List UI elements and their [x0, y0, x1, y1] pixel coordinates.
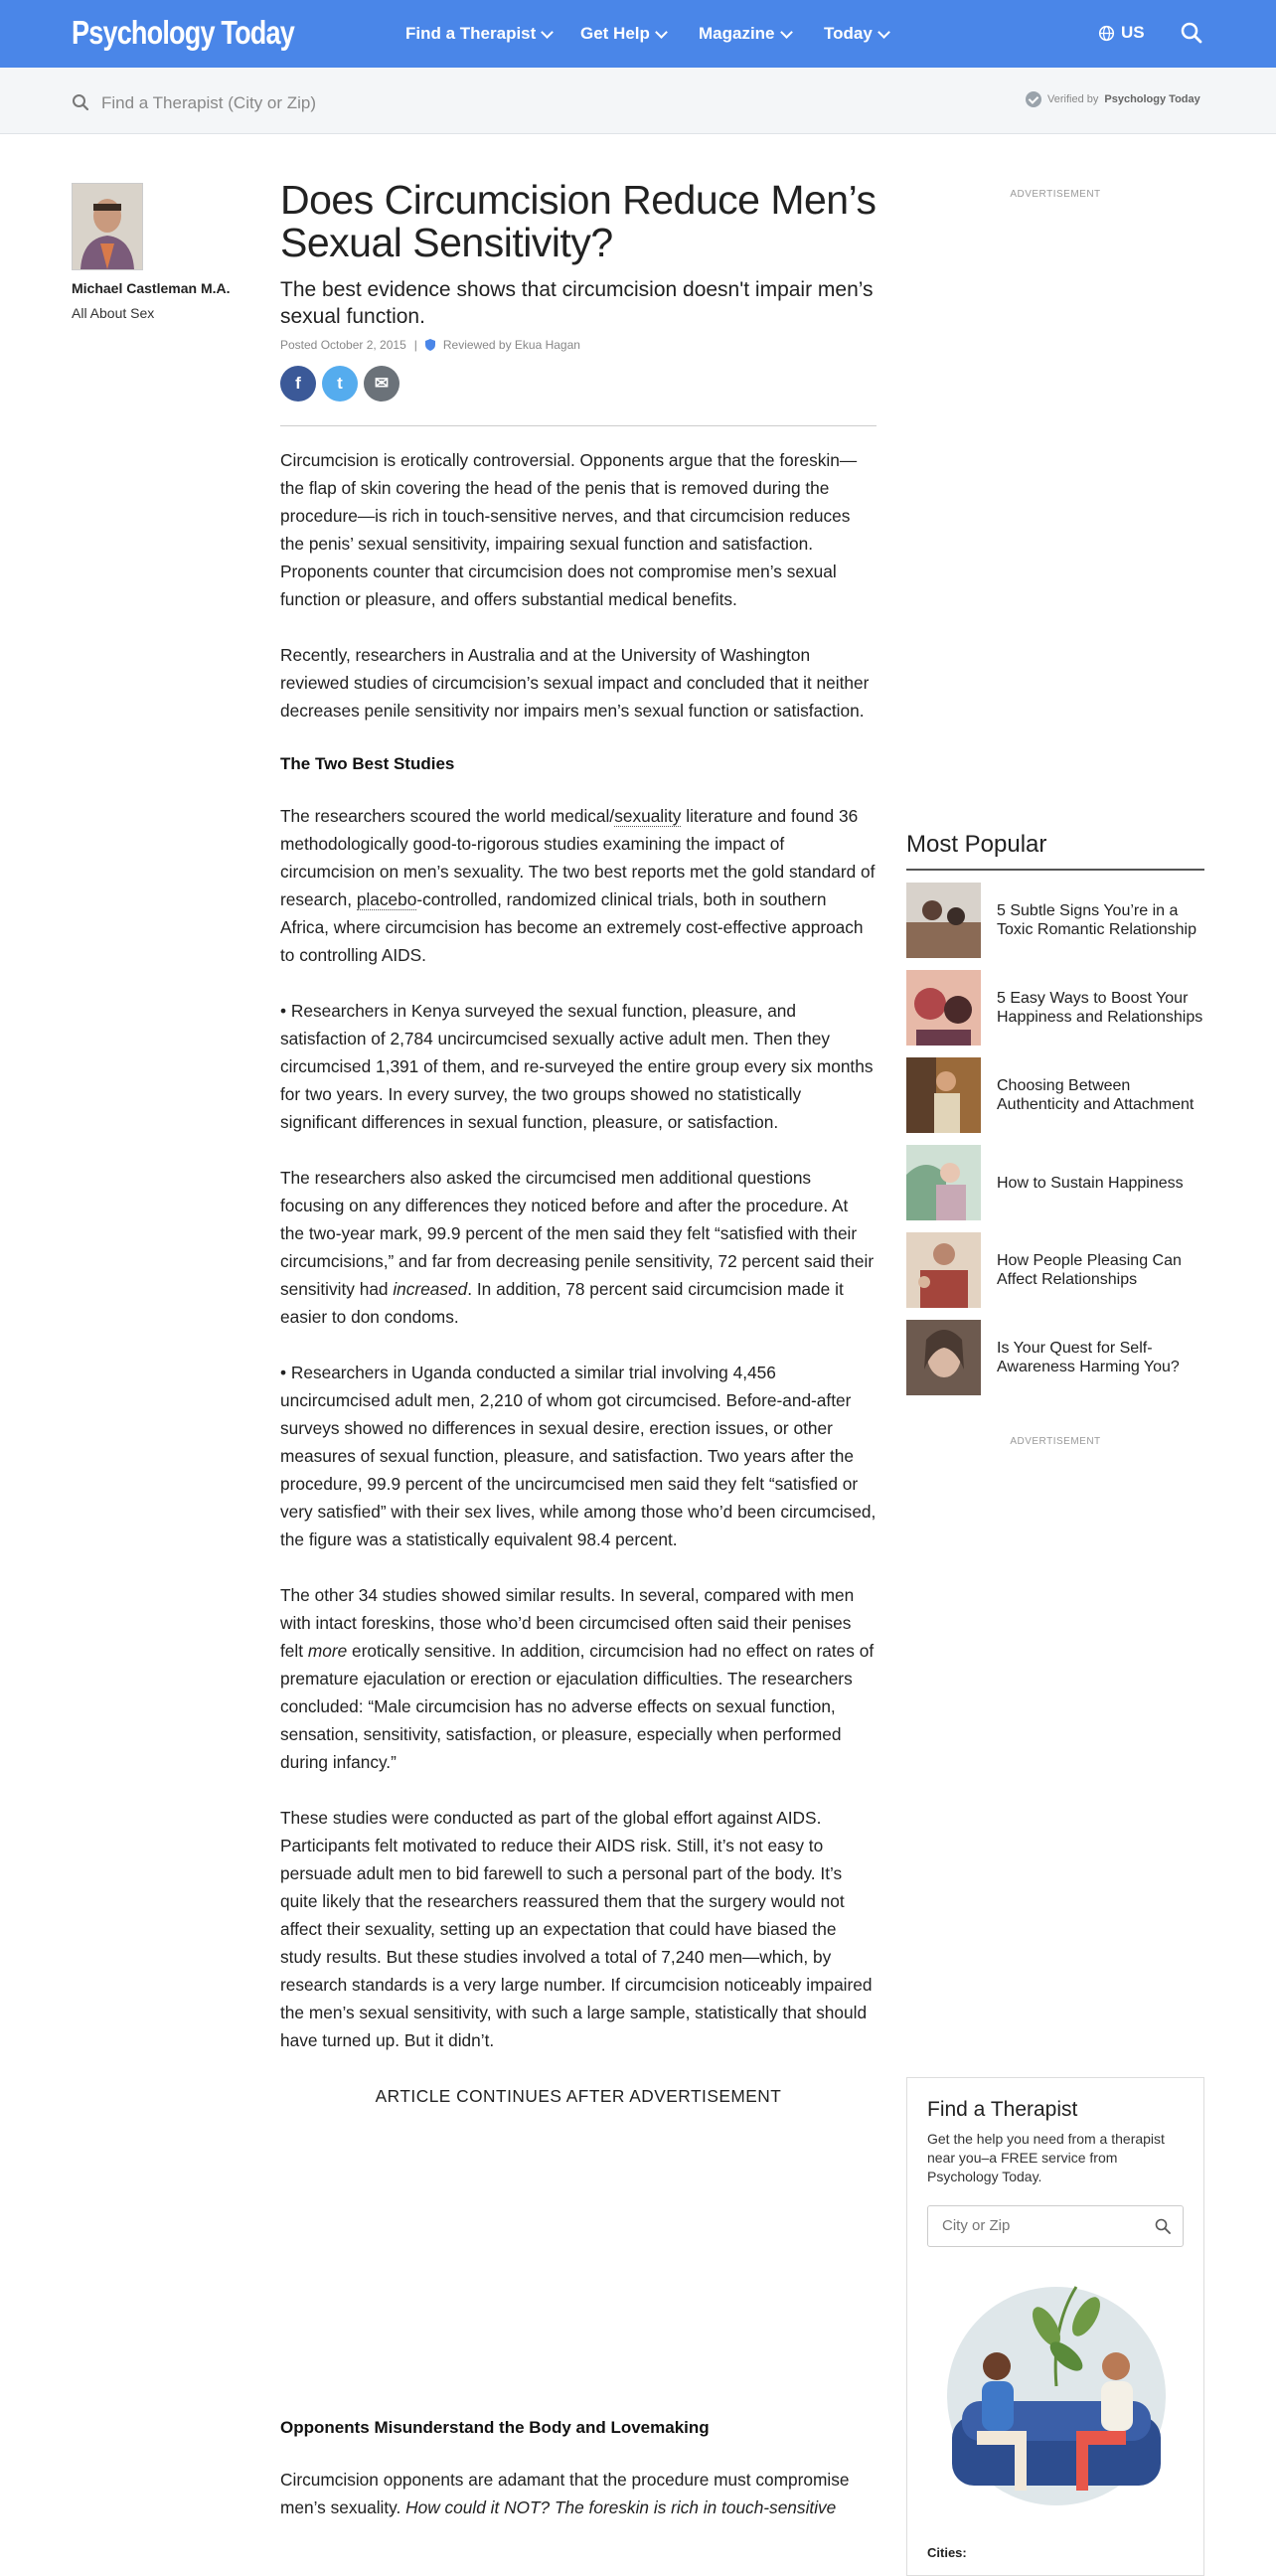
find-therapist-description: Get the help you need from a therapist near you–a FREE service from Psychology Today. — [927, 2131, 1165, 2184]
check-icon — [1026, 91, 1041, 107]
section-heading: Opponents Misunderstand the Body and Lovemaking — [280, 2418, 710, 2437]
chevron-down-icon — [877, 26, 890, 39]
paragraph — [280, 1581, 877, 1776]
most-popular-item[interactable] — [906, 1232, 1204, 1308]
article-thumbnail — [906, 1232, 981, 1308]
most-popular — [906, 831, 1204, 1395]
ad-label: ADVERTISEMENT — [1010, 189, 1101, 200]
author-name[interactable]: Michael Castleman M.A. — [72, 280, 231, 296]
section-heading: The Two Best Studies — [280, 754, 455, 773]
emphasis: more — [307, 1641, 348, 1661]
globe-icon — [1098, 25, 1115, 42]
top-nav-bar — [0, 0, 1276, 68]
search-icon — [72, 93, 89, 111]
paragraph — [280, 802, 877, 969]
chevron-down-icon — [541, 26, 554, 39]
placebo-link[interactable]: placebo — [356, 889, 417, 909]
region-selector[interactable] — [1098, 23, 1145, 43]
paragraph: Recently, researchers in Australia and at the University of Washington reviewed studies of circumcision’s sexual impact and concluded that it neither decreases penile sensitivity nor impairs men’s sexual function or satisfaction. — [280, 645, 870, 721]
author-blog-name[interactable]: All About Sex — [72, 305, 155, 321]
city-zip-input[interactable] — [940, 2216, 1143, 2235]
meta-separator: | — [413, 338, 417, 352]
most-popular-title-link[interactable]: Is Your Quest for Self-Awareness Harming You? — [997, 1340, 1180, 1375]
text: -controlled, randomized clinical trials, both in southern Africa, where circumcision has become an extremely cost-effective approach to controlling AIDS. — [280, 889, 864, 965]
ad-label: ADVERTISEMENT — [1010, 1436, 1101, 1447]
most-popular-title-link[interactable]: Choosing Between Authenticity and Attachment — [997, 1077, 1195, 1113]
article-meta — [280, 338, 877, 352]
reviewed-by[interactable]: Reviewed by Ekua Hagan — [442, 338, 580, 352]
text: literature and found 36 methodologically good-to-rigorous studies examining the impact of circumcision on men’s sexuality. The two best reports met the gold standard of research, — [280, 806, 876, 909]
most-popular-item[interactable] — [906, 1145, 1204, 1220]
twitter-share-button[interactable]: t — [322, 366, 358, 402]
share-buttons — [280, 366, 877, 402]
paragraph — [280, 2466, 877, 2521]
verified-prefix: Verified by — [1047, 93, 1099, 105]
most-popular-title: Most Popular — [906, 831, 1204, 871]
emphasis: How could it NOT? The foreskin is rich in touch-sensitive — [405, 2497, 837, 2517]
text: The other 34 studies showed similar results. In several, compared with men with intact foreskins, those who’d been circumcised often said their penises felt — [280, 1585, 855, 1661]
article-thumbnail — [906, 1057, 981, 1133]
divider — [280, 425, 877, 426]
city-zip-field[interactable] — [927, 2205, 1184, 2247]
article-thumbnail — [906, 1145, 981, 1220]
email-share-button[interactable]: ✉ — [364, 366, 399, 402]
paragraph: These studies were conducted as part of the global effort against AIDS. Participants felt motivated to reduce their AIDS risk. Still, it’s not easy to persuade adult men to bid farewell to such a personal part of the body. It’s quite likely that the researchers reassured them that the surgery would not affect their sexuality, setting up an expectation that could have biased the study results. But these studies involved a total of 7,240 men—which, by research standards is a very large number. If circumcision noticeably impaired the men’s sexual sensitivity, with such a large sample, statistically that should have turned up. But it didn’t. — [280, 1808, 873, 2050]
verified-badge — [1026, 91, 1200, 107]
ad-slot — [280, 2138, 877, 2416]
ad-notice: ARTICLE CONTINUES AFTER ADVERTISEMENT — [375, 2086, 782, 2106]
most-popular-title-link[interactable]: 5 Subtle Signs You’re in a Toxic Romantic Relationship — [997, 902, 1196, 938]
region-label: US — [1121, 23, 1145, 42]
chevron-down-icon — [780, 26, 793, 39]
chevron-down-icon — [655, 26, 668, 39]
article — [280, 179, 877, 2549]
article-body — [280, 446, 877, 2521]
most-popular-title-link[interactable]: 5 Easy Ways to Boost Your Happiness and Relationships — [997, 990, 1203, 1026]
most-popular-title-link[interactable]: How to Sustain Happiness — [997, 1174, 1184, 1192]
text: Circumcision opponents are adamant that the procedure must compromise men’s sexuality. — [280, 2470, 850, 2517]
posted-date: Posted October 2, 2015 — [280, 338, 406, 352]
most-popular-title-link[interactable]: How People Pleasing Can Affect Relationships — [997, 1252, 1182, 1288]
search-icon[interactable] — [1181, 22, 1202, 44]
text: . In addition, 78 percent said circumcision made it easier to don condoms. — [280, 1279, 844, 1327]
paragraph: • Researchers in Kenya surveyed the sexual function, pleasure, and satisfaction of 2,784 uncircumcised sexually active adult men. Then they circumcised 1,391 of them, and re-surveyed the entire group every six months for two years. In every survey, the two groups showed no statistically significant differences in sexual function, pleasure, or satisfaction. — [280, 1001, 874, 1132]
nav-label: Find a Therapist — [405, 24, 537, 43]
paragraph — [280, 1164, 877, 1331]
therapy-illustration — [927, 2267, 1186, 2515]
most-popular-item[interactable] — [906, 1057, 1204, 1133]
therapist-search-input[interactable] — [99, 89, 521, 117]
search-icon[interactable] — [1155, 2218, 1171, 2234]
verified-brand: Psychology Today — [1104, 93, 1200, 105]
nav-label: Magazine — [699, 24, 775, 43]
article-thumbnail — [906, 970, 981, 1046]
most-popular-item[interactable] — [906, 1320, 1204, 1395]
text: The researchers scoured the world medical/ — [280, 806, 615, 826]
sexuality-link[interactable]: sexuality — [614, 806, 682, 826]
text: The researchers also asked the circumcised men additional questions focusing on any differences they noticed before and after the procedure. At the two-year mark, 99.9 percent of the men said they felt “satisfied with their circumcisions,” and far from decreasing penile sensitivity, 72 percent said their sensitivity had — [280, 1168, 875, 1299]
find-therapist-title: Find a Therapist — [927, 2098, 1078, 2121]
most-popular-item[interactable] — [906, 970, 1204, 1046]
nav-label: Today — [824, 24, 873, 43]
find-therapist-widget — [906, 2077, 1204, 2576]
nav-label: Get Help — [580, 24, 650, 43]
emphasis: increased — [393, 1279, 468, 1299]
nav-find-therapist[interactable] — [405, 24, 552, 44]
nav-today[interactable] — [824, 24, 888, 44]
shield-icon — [425, 339, 435, 351]
nav-get-help[interactable] — [580, 24, 666, 44]
article-thumbnail — [906, 1320, 981, 1395]
author-avatar[interactable] — [72, 183, 143, 270]
nav-magazine[interactable] — [699, 24, 791, 44]
site-logo[interactable]: Psychology Today — [72, 14, 294, 51]
paragraph: • Researchers in Uganda conducted a similar trial involving 4,456 uncircumcised adult men, 2,210 of whom got circumcised. Before-and-after surveys showed no differences in sexual desire, erection issues, or other measures of sexual function, pleasure, and satisfaction. Two years after the procedure, 99.9 percent of the uncircumcised men said they felt “satisfied or very satisfied” with their sex lives, while among those who’d been circumcised, the figure was a statistically equivalent 98.4 percent. — [280, 1363, 877, 1549]
paragraph: Circumcision is erotically controversial. Opponents argue that the foreskin—the flap of skin covering the head of the penis that is removed during the procedure—is rich in touch-sensitive nerves, and that circumcision reduces the penis’ sexual sensitivity, impairing sexual function and satisfaction. Proponents counter that circumcision does not compromise men’s sexual function or pleasure, and offers substantial medical benefits. — [280, 450, 858, 609]
text: erotically sensitive. In addition, circumcision had no effect on rates of premature ejaculation or erection or ejaculation difficulties. The researchers concluded: “Male circumcision has no adverse effects on sexual function, sensation, sensitivity, satisfaction, or pleasure, especially when performed during infancy.” — [280, 1641, 875, 1772]
article-title: Does Circumcision Reduce Men’s Sexual Sensitivity? — [280, 177, 877, 265]
most-popular-item[interactable] — [906, 883, 1204, 958]
facebook-share-button[interactable]: f — [280, 366, 316, 402]
article-subtitle: The best evidence shows that circumcision doesn't impair men’s sexual function. — [280, 278, 874, 328]
article-thumbnail — [906, 883, 981, 958]
cities-label: Cities: — [927, 2545, 967, 2560]
